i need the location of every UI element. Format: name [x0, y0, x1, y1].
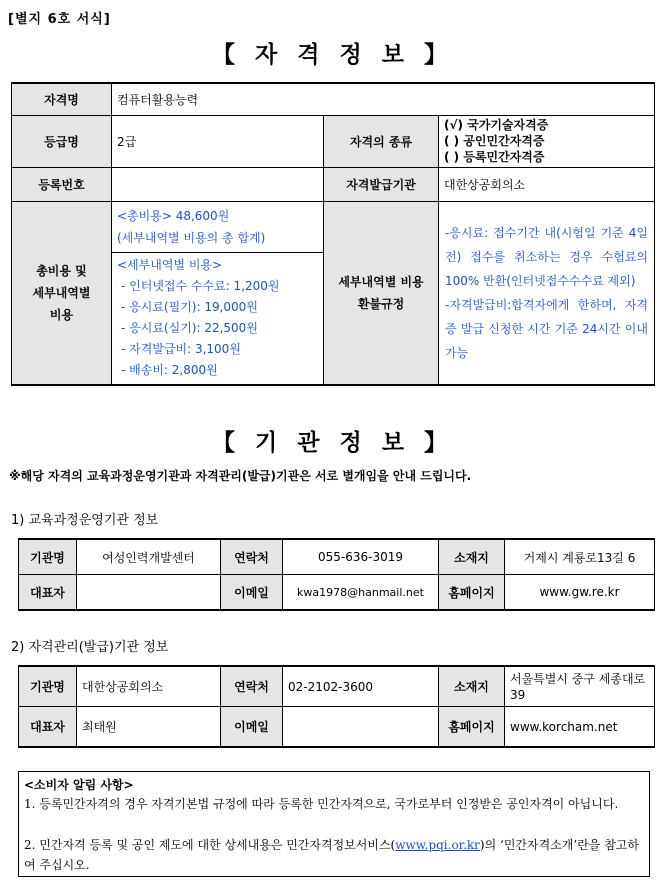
consumer-notice-title: <소비자 알림 사항> [24, 778, 134, 792]
edu-rep-value [77, 575, 221, 611]
mgmt-address-value: 서울특별시 중구 세종대로 39 [505, 666, 655, 707]
edu-address-label: 소재지 [439, 539, 505, 575]
consumer-notice-item-2-text: 2. 민간자격 등록 및 공인 제도에 대한 상세내용은 민간자격정보서비스( [24, 838, 396, 852]
edu-web-value: www.gw.re.kr [505, 575, 655, 611]
detail-cost-title: <세부내역별 비용> [117, 258, 223, 273]
registration-number-label: 등록번호 [12, 167, 112, 201]
edu-contact-label: 연락처 [221, 539, 283, 575]
mgmt-email-value [283, 707, 439, 748]
edu-institution-heading: 1) 교육과정운영기관 정보 [11, 513, 159, 528]
registration-number-value [112, 167, 324, 201]
consumer-notice-item-1: 1. 등록민간자격의 경우 자격기본법 규정에 따라 등록한 민간자격으로, 국가로부터 인정받은 공인자격이 아닙니다. [24, 797, 619, 811]
edu-web-label: 홈페이지 [439, 575, 505, 611]
qualification-section-title: 【 자 격 정 보 】 [212, 42, 453, 68]
detail-cost-item: - 인터넷접수 수수료: 1,200원 [121, 279, 280, 294]
issuer-label: 자격발급기관 [324, 167, 439, 201]
cost-label: 총비용 및 세부내역별 비용 [12, 201, 112, 385]
mgmt-rep-value: 최태원 [77, 707, 221, 748]
detail-cost-item: - 응시료(필기): 19,000원 [121, 300, 258, 315]
detail-cost-block [112, 253, 323, 383]
mgmt-address-label: 소재지 [439, 666, 505, 707]
institution-section-title: 【 기 관 정 보 】 [212, 430, 453, 456]
mgmt-org-label: 기관명 [19, 666, 77, 707]
edu-org-value: 여성인력개발센터 [77, 539, 221, 575]
grade-value: 2급 [112, 115, 324, 167]
mgmt-contact-value: 02-2102-3600 [283, 666, 439, 707]
mgmt-contact-label: 연락처 [221, 666, 283, 707]
mgmt-web-label: 홈페이지 [439, 707, 505, 748]
edu-contact-value: 055-636-3019 [283, 539, 439, 575]
mgmt-institution-heading: 2) 자격관리(발급)기관 정보 [11, 640, 169, 655]
detail-cost-item: - 배송비: 2,800원 [121, 363, 218, 378]
edu-email-value: kwa1978@hanmail.net [283, 575, 439, 611]
consumer-notice-item-2 [24, 835, 644, 875]
edu-email-label: 이메일 [221, 575, 283, 611]
qualification-name-label: 자격명 [12, 83, 112, 115]
edu-org-label: 기관명 [19, 539, 77, 575]
total-cost-block [112, 202, 323, 253]
type-option-registered: ( ) 등록민간자격증 [444, 150, 545, 164]
mgmt-web-value: www.korcham.net [505, 707, 655, 748]
refund-policy-text: -응시료: 접수기간 내(시험일 기준 4일전) 접수를 취소하는 경우 수험료의 100% 반환(인터넷접수수수료 제외) -자격발급비:합격자에게 한하며, 자격증 발급 신청한 시간 기준 24시간 이내 가능 [439, 201, 655, 385]
type-option-national: (√) 국가기술자격증 [444, 118, 549, 132]
qualification-type-label: 자격의 종류 [324, 115, 439, 167]
refund-label: 세부내역별 비용 환불규정 [324, 201, 439, 385]
consumer-notice-item-2-tail: )의 ‘민간자격소개’란을 참고하여 주십시오. [24, 838, 639, 872]
qualification-name-value: 컴퓨터활용능력 [112, 83, 655, 115]
mgmt-institution-table [18, 665, 655, 748]
type-option-certified: ( ) 공인민간자격증 [444, 134, 545, 148]
mgmt-rep-label: 대표자 [19, 707, 77, 748]
detail-cost-item: - 자격발급비: 3,100원 [121, 342, 241, 357]
total-cost-note: (세부내역별 비용의 총 합계) [117, 231, 266, 246]
detail-cost-item: - 응시료(실기): 22,500원 [121, 321, 258, 336]
qualification-type-options [439, 115, 655, 167]
mgmt-email-label: 이메일 [221, 707, 283, 748]
separate-institution-notice: ※해당 자격의 교육과정운영기관과 자격관리(발급)기관은 서로 별개임을 안내 드립니다. [9, 469, 472, 483]
consumer-notice-box [18, 771, 650, 877]
edu-rep-label: 대표자 [19, 575, 77, 611]
mgmt-org-value: 대한상공회의소 [77, 666, 221, 707]
qualification-info-table [11, 82, 655, 386]
issuer-value: 대한상공회의소 [439, 167, 655, 201]
grade-label: 등급명 [12, 115, 112, 167]
pqi-link[interactable]: www.pqi.or.kr [395, 838, 480, 852]
cost-detail-cell [112, 201, 324, 385]
edu-address-value: 거제시 계룡로13길 6 [505, 539, 655, 575]
total-cost: <총비용> 48,600원 [117, 209, 230, 224]
edu-institution-table [18, 538, 655, 611]
form-number-label: [별지 6호 서식] [8, 12, 111, 27]
